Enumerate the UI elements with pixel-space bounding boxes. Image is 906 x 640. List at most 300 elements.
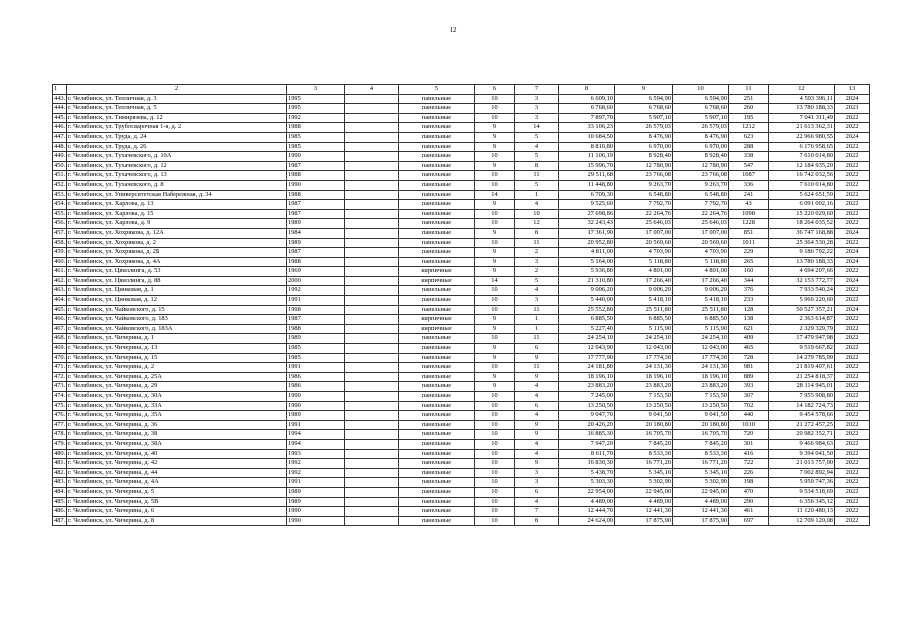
residents-cell: 251 [729, 94, 769, 104]
area-cell: 25 646,03 [673, 219, 729, 229]
entrances-cell: 14 [515, 123, 559, 133]
area-cell: 12 441,30 [673, 507, 729, 517]
wall-material-cell: панельные [399, 334, 475, 344]
col4-cell [345, 257, 399, 267]
table-row [53, 248, 870, 258]
cost-cell: 50 527 357,21 [769, 305, 835, 315]
residents-cell: 229 [729, 248, 769, 258]
year-cell: 2024 [835, 305, 870, 315]
living-area-cell: 26 579,03 [615, 123, 673, 133]
area-cell: 9 263,70 [673, 180, 729, 190]
floors-cell: 10 [475, 286, 515, 296]
area-cell: 18 196,10 [673, 372, 729, 382]
col4-cell [345, 94, 399, 104]
wall-material-cell: панельные [399, 430, 475, 440]
wall-material-cell: панельные [399, 286, 475, 296]
year-built-cell: 1985 [287, 142, 345, 152]
floors-cell: 9 [475, 228, 515, 238]
living-area-cell: 12 441,30 [615, 507, 673, 517]
cost-cell: 2 363 614,87 [769, 315, 835, 325]
table-row [53, 267, 870, 277]
residents-cell: 1228 [729, 219, 769, 229]
col4-cell [345, 372, 399, 382]
year-cell: 2022 [835, 468, 870, 478]
col4-cell [345, 113, 399, 123]
year-cell: 2022 [835, 430, 870, 440]
year-cell: 2022 [835, 315, 870, 325]
floors-cell: 10 [475, 401, 515, 411]
address-cell: г. Челябинск, ул. Цвиллинга, д. 88 [67, 276, 287, 286]
area-cell: 20 569,60 [673, 238, 729, 248]
wall-material-cell: панельные [399, 142, 475, 152]
cost-cell: 12 709 120,08 [769, 516, 835, 526]
entrances-cell: 11 [515, 363, 559, 373]
year-built-cell: 1990 [287, 152, 345, 162]
floors-cell: 9 [475, 257, 515, 267]
residents-cell: 336 [729, 180, 769, 190]
wall-material-cell: панельные [399, 257, 475, 267]
row-number-cell: 456. [53, 219, 67, 229]
area-cell: 17 007,00 [673, 228, 729, 238]
entrances-cell: 8 [515, 516, 559, 526]
cost-cell: 13 780 188,33 [769, 104, 835, 114]
total-area-cell: 15 996,70 [559, 161, 615, 171]
wall-material-cell: панельные [399, 363, 475, 373]
cost-cell: 6 176 958,65 [769, 142, 835, 152]
area-cell: 6 594,90 [673, 94, 729, 104]
address-cell: г. Челябинск, ул. Тухачевского, д. 13 [67, 171, 287, 181]
address-cell: г. Челябинск, ул. Хохрякова, д. 4А [67, 257, 287, 267]
total-area-cell: 9 047,70 [559, 411, 615, 421]
total-area-cell: 23 883,20 [559, 382, 615, 392]
header-cell: 5 [399, 85, 475, 95]
area-cell: 9 006,20 [673, 286, 729, 296]
col4-cell [345, 430, 399, 440]
table-row [53, 286, 870, 296]
year-built-cell: 1987 [287, 161, 345, 171]
floors-cell: 10 [475, 94, 515, 104]
table-row [53, 190, 870, 200]
living-area-cell: 8 928,40 [615, 152, 673, 162]
total-area-cell: 4 489,00 [559, 497, 615, 507]
table-row [53, 132, 870, 142]
wall-material-cell: панельные [399, 459, 475, 469]
living-area-cell: 7 845,20 [615, 439, 673, 449]
total-area-cell: 20 426,20 [559, 420, 615, 430]
year-cell: 2022 [835, 267, 870, 277]
address-cell: г. Челябинск, ул. Тухачевского, д. 10А [67, 152, 287, 162]
year-cell: 2022 [835, 411, 870, 421]
wall-material-cell: панельные [399, 171, 475, 181]
residents-cell: 440 [729, 411, 769, 421]
area-cell: 6 768,60 [673, 104, 729, 114]
year-cell: 2022 [835, 392, 870, 402]
year-cell: 2024 [835, 228, 870, 238]
residents-cell: 1011 [729, 238, 769, 248]
floors-cell: 10 [475, 392, 515, 402]
wall-material-cell: панельные [399, 200, 475, 210]
residents-cell: 697 [729, 516, 769, 526]
row-number-cell: 460. [53, 257, 67, 267]
residents-cell: 160 [729, 267, 769, 277]
address-cell: г. Челябинск, ул. Чайковского, д. 183 [67, 315, 287, 325]
residents-cell: 301 [729, 439, 769, 449]
col4-cell [345, 507, 399, 517]
living-area-cell: 4 489,00 [615, 497, 673, 507]
wall-material-cell: панельные [399, 497, 475, 507]
residents-cell: 260 [729, 104, 769, 114]
total-area-cell: 7 947,20 [559, 439, 615, 449]
col4-cell [345, 392, 399, 402]
total-area-cell: 5 227,40 [559, 324, 615, 334]
cost-cell: 13 780 188,33 [769, 257, 835, 267]
year-cell: 2022 [835, 324, 870, 334]
living-area-cell: 5 345,10 [615, 468, 673, 478]
entrances-cell: 5 [515, 152, 559, 162]
area-cell: 4 801,00 [673, 267, 729, 277]
entrances-cell: 8 [515, 161, 559, 171]
floors-cell: 10 [475, 363, 515, 373]
total-area-cell: 5 936,80 [559, 267, 615, 277]
year-built-cell: 1992 [287, 459, 345, 469]
cost-cell: 21 613 362,31 [769, 123, 835, 133]
living-area-cell: 6 594,90 [615, 94, 673, 104]
table-row [53, 449, 870, 459]
year-built-cell: 1990 [287, 516, 345, 526]
row-number-cell: 480. [53, 449, 67, 459]
year-cell: 2022 [835, 161, 870, 171]
row-number-cell: 472. [53, 372, 67, 382]
area-cell: 25 511,80 [673, 305, 729, 315]
row-number-cell: 459. [53, 248, 67, 258]
living-area-cell: 6 768,60 [615, 104, 673, 114]
wall-material-cell: панельные [399, 372, 475, 382]
residents-cell: 409 [729, 334, 769, 344]
residents-cell: 288 [729, 142, 769, 152]
year-cell: 2022 [835, 123, 870, 133]
table-row [53, 420, 870, 430]
col4-cell [345, 228, 399, 238]
area-cell: 5 907,10 [673, 113, 729, 123]
year-cell: 2022 [835, 497, 870, 507]
area-cell: 5 115,90 [673, 324, 729, 334]
col4-cell [345, 459, 399, 469]
living-area-cell: 20 569,60 [615, 238, 673, 248]
floors-cell: 10 [475, 516, 515, 526]
row-number-cell: 457. [53, 228, 67, 238]
address-cell: г. Челябинск, ул. Чичерина, д. 42 [67, 459, 287, 469]
residents-cell: 198 [729, 478, 769, 488]
residents-cell: 195 [729, 113, 769, 123]
year-cell: 2022 [835, 401, 870, 411]
total-area-cell: 11 106,19 [559, 152, 615, 162]
entrances-cell: 10 [515, 209, 559, 219]
cost-cell: 7 041 311,49 [769, 113, 835, 123]
year-cell: 2022 [835, 219, 870, 229]
table-row [53, 497, 870, 507]
wall-material-cell: панельные [399, 353, 475, 363]
row-number-cell: 466. [53, 315, 67, 325]
total-area-cell: 32 243,43 [559, 219, 615, 229]
total-area-cell: 6 709,30 [559, 190, 615, 200]
year-built-cell: 1990 [287, 401, 345, 411]
address-cell: г. Челябинск, ул. Тимирязева, д. 12 [67, 113, 287, 123]
entrances-cell: 4 [515, 200, 559, 210]
year-cell: 2024 [835, 94, 870, 104]
table-row [53, 238, 870, 248]
year-built-cell: 1969 [287, 267, 345, 277]
entrances-cell: 6 [515, 401, 559, 411]
row-number-cell: 485. [53, 497, 67, 507]
floors-cell: 10 [475, 507, 515, 517]
year-cell: 2022 [835, 420, 870, 430]
entrances-cell: 4 [515, 449, 559, 459]
floors-cell: 10 [475, 449, 515, 459]
residents-cell: 1010 [729, 420, 769, 430]
floors-cell: 10 [475, 439, 515, 449]
year-cell: 2022 [835, 142, 870, 152]
total-area-cell: 4 811,00 [559, 248, 615, 258]
wall-material-cell: панельные [399, 190, 475, 200]
wall-material-cell: панельные [399, 219, 475, 229]
cost-cell: 12 184 935,20 [769, 161, 835, 171]
year-cell: 2022 [835, 344, 870, 354]
address-cell: г. Челябинск, ул. Чайковского, д. 183А [67, 324, 287, 334]
cost-cell: 25 364 530,28 [769, 238, 835, 248]
cost-cell: 21 254 818,37 [769, 372, 835, 382]
area-cell: 24 254,10 [673, 334, 729, 344]
entrances-cell: 4 [515, 439, 559, 449]
entrances-cell: 9 [515, 353, 559, 363]
residents-cell: 889 [729, 372, 769, 382]
entrances-cell: 4 [515, 382, 559, 392]
address-cell: г. Челябинск, ул. Чичерина, д. 15 [67, 353, 287, 363]
address-cell: г. Челябинск, ул. Чичерина, д. 44 [67, 468, 287, 478]
year-cell: 2022 [835, 200, 870, 210]
cost-cell: 5 950 747,36 [769, 478, 835, 488]
entrances-cell: 12 [515, 219, 559, 229]
year-cell: 2022 [835, 353, 870, 363]
address-cell: г. Челябинск, ул. Труда, д. 26 [67, 142, 287, 152]
row-number-cell: 463. [53, 286, 67, 296]
area-cell: 23 883,20 [673, 382, 729, 392]
area-cell: 26 579,03 [673, 123, 729, 133]
year-cell: 2022 [835, 487, 870, 497]
wall-material-cell: панельные [399, 180, 475, 190]
address-cell: г. Челябинск, ул. Чичерина, д. 25А [67, 372, 287, 382]
year-cell: 2022 [835, 439, 870, 449]
total-area-cell: 9 525,60 [559, 200, 615, 210]
year-built-cell: 1988 [287, 171, 345, 181]
year-cell: 2022 [835, 478, 870, 488]
total-area-cell: 7 897,70 [559, 113, 615, 123]
year-cell: 2022 [835, 286, 870, 296]
year-built-cell: 1989 [287, 334, 345, 344]
residents-cell: 290 [729, 497, 769, 507]
address-cell: г. Челябинск, ул. Чичерина, д. 6 [67, 507, 287, 517]
address-cell: г. Челябинск, ул. Хохрякова, д. 2Б [67, 248, 287, 258]
entrances-cell: 2 [515, 248, 559, 258]
year-cell: 2022 [835, 507, 870, 517]
address-cell: г. Челябинск, ул. Трубосварочная 1-я, д. 2 [67, 123, 287, 133]
wall-material-cell: панельные [399, 248, 475, 258]
floors-cell: 10 [475, 171, 515, 181]
living-area-cell: 5 907,10 [615, 113, 673, 123]
cost-cell: 22 966 980,55 [769, 132, 835, 142]
year-built-cell: 1988 [287, 324, 345, 334]
year-built-cell: 1998 [287, 305, 345, 315]
cost-cell: 9 186 792,22 [769, 248, 835, 258]
year-built-cell: 1986 [287, 382, 345, 392]
floors-cell: 14 [475, 190, 515, 200]
year-built-cell: 1990 [287, 180, 345, 190]
year-built-cell: 1991 [287, 296, 345, 306]
year-cell: 2024 [835, 257, 870, 267]
row-number-cell: 478. [53, 430, 67, 440]
living-area-cell: 5 302,90 [615, 478, 673, 488]
living-area-cell: 23 766,08 [615, 171, 673, 181]
total-area-cell: 7 245,00 [559, 392, 615, 402]
header-cell: 7 [515, 85, 559, 95]
table-row [53, 324, 870, 334]
living-area-cell: 6 885,50 [615, 315, 673, 325]
year-built-cell: 1988 [287, 257, 345, 267]
header-cell: 6 [475, 85, 515, 95]
row-number-cell: 454. [53, 200, 67, 210]
floors-cell: 9 [475, 382, 515, 392]
cost-cell: 21 272 457,25 [769, 420, 835, 430]
year-built-cell: 1987 [287, 315, 345, 325]
address-cell: г. Челябинск, ул. Цинковая, д. 12 [67, 296, 287, 306]
total-area-cell: 8 810,80 [559, 142, 615, 152]
col4-cell [345, 104, 399, 114]
table-row [53, 200, 870, 210]
area-cell: 5 302,90 [673, 478, 729, 488]
total-area-cell: 5 440,00 [559, 296, 615, 306]
total-area-cell: 16 885,30 [559, 430, 615, 440]
wall-material-cell: панельные [399, 161, 475, 171]
address-cell: г. Челябинск, ул. Чичерина, д. 8 [67, 516, 287, 526]
cost-cell: 4 593 396,11 [769, 94, 835, 104]
year-built-cell: 1989 [287, 411, 345, 421]
area-cell: 7 153,50 [673, 392, 729, 402]
row-number-cell: 483. [53, 478, 67, 488]
table-row [53, 296, 870, 306]
row-number-cell: 477. [53, 420, 67, 430]
address-cell: г. Челябинск, ул. Хохрякова, д. 2 [67, 238, 287, 248]
residents-cell: 722 [729, 459, 769, 469]
total-area-cell: 24 254,10 [559, 334, 615, 344]
row-number-cell: 469. [53, 344, 67, 354]
living-area-cell: 25 511,80 [615, 305, 673, 315]
cost-cell: 36 747 168,88 [769, 228, 835, 238]
area-cell: 5 118,80 [673, 257, 729, 267]
area-cell: 4 703,90 [673, 248, 729, 258]
floors-cell: 10 [475, 305, 515, 315]
col4-cell [345, 439, 399, 449]
living-area-cell: 16 705,70 [615, 430, 673, 440]
residents-cell: 465 [729, 344, 769, 354]
row-number-cell: 473. [53, 382, 67, 392]
year-cell: 2022 [835, 190, 870, 200]
col4-cell [345, 516, 399, 526]
header-cell: 4 [345, 85, 399, 95]
wall-material-cell: панельные [399, 305, 475, 315]
living-area-cell: 7 792,70 [615, 200, 673, 210]
total-area-cell: 5 303,30 [559, 478, 615, 488]
residents-cell: 720 [729, 430, 769, 440]
col4-cell [345, 267, 399, 277]
address-cell: г. Челябинск, ул. Тепличная, д. 3 [67, 94, 287, 104]
cost-cell: 6 356 345,12 [769, 497, 835, 507]
living-area-cell: 20 180,80 [615, 420, 673, 430]
col4-cell [345, 200, 399, 210]
living-area-cell: 9 041,50 [615, 411, 673, 421]
col4-cell [345, 363, 399, 373]
cost-cell: 15 220 029,60 [769, 209, 835, 219]
floors-cell: 10 [475, 296, 515, 306]
floors-cell: 10 [475, 430, 515, 440]
living-area-cell: 13 250,50 [615, 401, 673, 411]
area-cell: 8 928,40 [673, 152, 729, 162]
total-area-cell: 22 954,00 [559, 487, 615, 497]
cost-cell: 28 114 945,01 [769, 382, 835, 392]
living-area-cell: 6 548,80 [615, 190, 673, 200]
residents-cell: 1212 [729, 123, 769, 133]
row-number-cell: 443. [53, 94, 67, 104]
address-cell: г. Челябинск, ул. Чичерина, д. 4А [67, 478, 287, 488]
year-cell: 2022 [835, 152, 870, 162]
year-built-cell: 1994 [287, 439, 345, 449]
row-number-cell: 482. [53, 468, 67, 478]
row-number-cell: 476. [53, 411, 67, 421]
area-cell: 8 533,30 [673, 449, 729, 459]
address-cell: г. Челябинск, ул. Хохрякова, д. 12А [67, 228, 287, 238]
cost-cell: 7 610 014,80 [769, 152, 835, 162]
address-cell: г. Челябинск, ул. Чичерина, д. 1 [67, 334, 287, 344]
floors-cell: 10 [475, 420, 515, 430]
entrances-cell: 9 [515, 372, 559, 382]
year-cell: 2022 [835, 449, 870, 459]
wall-material-cell: панельные [399, 132, 475, 142]
floors-cell: 9 [475, 324, 515, 334]
cost-cell: 14 279 785,99 [769, 353, 835, 363]
living-area-cell: 17 007,00 [615, 228, 673, 238]
header-cell: 1 [53, 85, 67, 95]
living-area-cell: 9 263,70 [615, 180, 673, 190]
year-built-cell: 1989 [287, 238, 345, 248]
year-cell: 2022 [835, 171, 870, 181]
wall-material-cell: панельные [399, 516, 475, 526]
table-row [53, 411, 870, 421]
col4-cell [345, 497, 399, 507]
cost-cell: 5 966 220,60 [769, 296, 835, 306]
area-cell: 6 885,50 [673, 315, 729, 325]
cost-cell: 9 534 518,69 [769, 487, 835, 497]
address-cell: г. Челябинск, ул. Цинковая, д. 1 [67, 286, 287, 296]
area-cell: 17 875,90 [673, 516, 729, 526]
entrances-cell: 9 [515, 459, 559, 469]
year-built-cell: 1993 [287, 449, 345, 459]
table-row [53, 392, 870, 402]
col4-cell [345, 478, 399, 488]
wall-material-cell: панельные [399, 113, 475, 123]
wall-material-cell: панельные [399, 468, 475, 478]
cost-cell: 9 394 041,50 [769, 449, 835, 459]
row-number-cell: 445. [53, 113, 67, 123]
living-area-cell: 12 043,00 [615, 344, 673, 354]
row-number-cell: 462. [53, 276, 67, 286]
